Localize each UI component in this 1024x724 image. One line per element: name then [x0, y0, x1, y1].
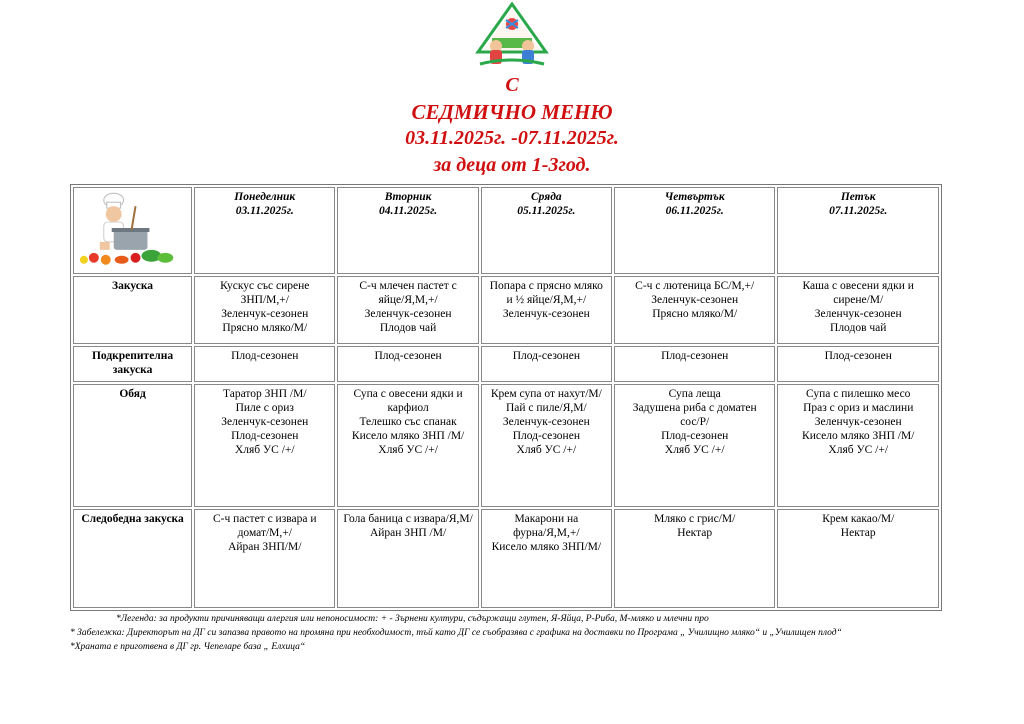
- day-date: 05.11.2025г.: [517, 205, 576, 217]
- menu-item: Плод-сезонен: [231, 430, 299, 443]
- menu-item: Задушена риба с доматен: [632, 402, 757, 415]
- day-date: 06.11.2025г.: [665, 205, 724, 217]
- menu-item: Праз с ориз и маслини: [803, 402, 914, 415]
- menu-item: С-ч пастет с извара и: [213, 512, 317, 525]
- menu-cell: [337, 346, 478, 382]
- menu-item: сос/Р/: [680, 416, 710, 429]
- menu-cell: [614, 276, 776, 344]
- menu-item: Зеленчук-сезонен: [502, 307, 590, 320]
- menu-cell: [614, 346, 776, 382]
- menu-item: Зеленчук-сезонен: [502, 416, 590, 429]
- header-letter: С: [505, 74, 519, 96]
- chef-baby-icon: [74, 190, 191, 270]
- menu-item: Айран ЗНП /М/: [369, 526, 447, 539]
- day-name: Сряда: [531, 191, 562, 203]
- menu-item: Крем какао/М/: [822, 512, 895, 525]
- menu-item: Зеленчук-сезонен: [364, 307, 452, 320]
- menu-item: Кисело мляко ЗНП /М/: [351, 430, 465, 443]
- menu-item: Макарони на: [514, 512, 579, 525]
- menu-cell: [337, 384, 478, 506]
- menu-item: Прясно мляко/М/: [222, 321, 308, 334]
- menu-item: Таратор ЗНП /М/: [223, 388, 307, 401]
- menu-item: Плод-сезонен: [824, 350, 892, 363]
- menu-item: Кускус със сирене: [220, 279, 310, 292]
- menu-cell: [777, 384, 939, 506]
- menu-item: яйце/Я,М,+/: [378, 293, 438, 306]
- menu-item: Каша с овесени ядки и: [802, 279, 914, 292]
- remark-note: * Забележка: Директорът на ДГ си запазва правото на промяна при необходимост, тъй като ДГ се съобразява с графика на доставки по Програма „ Училищно мляко“ и „Училищен плод“: [70, 628, 842, 638]
- day-name: Понеделник: [234, 191, 296, 203]
- menu-item: Нектар: [677, 526, 713, 539]
- weekly-menu-table: [70, 184, 942, 611]
- kindergarten-logo-icon: [474, 2, 550, 70]
- menu-item: Зеленчук-сезонен: [814, 307, 902, 320]
- menu-item: и ½ яйце/Я,М,+/: [506, 293, 587, 306]
- menu-item: домат/М,+/: [237, 526, 292, 539]
- menu-cell: [337, 276, 478, 344]
- menu-item: Плод-сезонен: [231, 350, 299, 363]
- menu-item: Плодов чай: [830, 321, 887, 334]
- menu-item: Прясно мляко/М/: [652, 307, 738, 320]
- menu-cell: [337, 509, 478, 608]
- menu-cell: [481, 384, 612, 506]
- menu-item: Плодов чай: [379, 321, 437, 334]
- day-header-monday: [194, 187, 335, 274]
- menu-item: Нектар: [840, 526, 876, 539]
- day-name: Четвъртък: [664, 191, 725, 203]
- menu-cell: [777, 509, 939, 608]
- menu-item: Плод-сезонен: [661, 430, 729, 443]
- menu-cell: [777, 346, 939, 382]
- day-name: Петък: [840, 191, 876, 203]
- meal-row-lunch: [73, 384, 939, 506]
- meal-label: Закуска: [73, 276, 192, 344]
- menu-item: карфиол: [387, 402, 429, 415]
- day-date: 04.11.2025г.: [379, 205, 438, 217]
- menu-item: Кисело мляко ЗНП/М/: [491, 540, 602, 553]
- menu-item: фурна/Я,М,+/: [513, 526, 580, 539]
- menu-item: Хляб УС /+/: [378, 444, 438, 457]
- footnotes: [70, 612, 1010, 654]
- menu-item: Хляб УС /+/: [664, 444, 725, 457]
- menu-item: Попара с прясно мляко: [489, 279, 603, 292]
- menu-item: Мляко с грис/М/: [654, 512, 736, 525]
- menu-cell: [614, 384, 776, 506]
- menu-item: С-ч млечен пастет с: [359, 279, 457, 292]
- menu-cell: [194, 509, 335, 608]
- chef-image-cell: [73, 187, 192, 274]
- menu-item: Хляб УС /+/: [234, 444, 295, 457]
- meal-label: Подкрепителна закуска: [73, 346, 192, 382]
- menu-cell: [194, 276, 335, 344]
- menu-cell: [777, 276, 939, 344]
- menu-item: Пиле с ориз: [235, 402, 294, 415]
- menu-cell: [194, 346, 335, 382]
- menu-item: Плод-сезонен: [661, 350, 729, 363]
- menu-item: ЗНП/М,+/: [240, 293, 289, 306]
- menu-item: Пай с пиле/Я,М/: [505, 402, 587, 415]
- day-header-thursday: [614, 187, 776, 274]
- menu-item: Телешко със спанак: [359, 416, 457, 429]
- day-header-tuesday: [337, 187, 478, 274]
- menu-cell: [194, 384, 335, 506]
- meal-label: Обяд: [73, 384, 192, 506]
- meal-row-afternoon-snack: [73, 509, 939, 608]
- menu-dates: 03.11.2025г. -07.11.2025г.: [405, 127, 619, 149]
- menu-item: Супа с пилешко месо: [806, 388, 911, 401]
- menu-item: Супа с овесени ядки и: [353, 388, 463, 401]
- legend-note: *Легенда: за продукти причиняващи алергия или непоносимост: + - Зърнени култури, съдържащи глутен, Я-Яйца, Р-Риба, М-мляко и млечни про: [116, 614, 709, 624]
- menu-item: Супа леща: [668, 388, 721, 401]
- meal-label: Следобедна закуска: [73, 509, 192, 608]
- menu-item: Зеленчук-сезонен: [651, 293, 739, 306]
- page-title: СЕДМИЧНО МЕНЮ: [411, 100, 613, 124]
- menu-item: С-ч с лютеница БС/М,+/: [635, 279, 755, 292]
- menu-item: Плод-сезонен: [512, 430, 580, 443]
- menu-item: Гола баница с извара/Я,М/: [343, 512, 473, 525]
- menu-item: Плод-сезонен: [512, 350, 580, 363]
- menu-cell: [614, 509, 776, 608]
- menu-item: Зеленчук-сезонен: [221, 307, 309, 320]
- meal-row-breakfast: [73, 276, 939, 344]
- menu-cell: [481, 509, 612, 608]
- menu-item: Кисело мляко ЗНП /М/: [802, 430, 915, 443]
- menu-item: Зеленчук-сезонен: [221, 416, 309, 429]
- menu-item: Зеленчук-сезонен: [814, 416, 902, 429]
- day-header-wednesday: [481, 187, 612, 274]
- day-name: Вторник: [384, 191, 432, 203]
- menu-item: Крем супа от нахут/М/: [490, 388, 602, 401]
- menu-item: сирене/М/: [833, 293, 884, 306]
- table-header-row: [73, 187, 939, 274]
- menu-item: Плод-сезонен: [374, 350, 442, 363]
- menu-audience: за деца от 1-3год.: [433, 154, 591, 176]
- menu-cell: [481, 346, 612, 382]
- menu-item: Айран ЗНП/М/: [228, 540, 302, 553]
- menu-item: Хляб УС /+/: [828, 444, 889, 457]
- meal-row-snack: [73, 346, 939, 382]
- day-header-friday: [777, 187, 939, 274]
- day-date: 07.11.2025г.: [829, 205, 888, 217]
- menu-item: Хляб УС /+/: [516, 444, 577, 457]
- menu-cell: [481, 276, 612, 344]
- day-date: 03.11.2025г.: [235, 205, 294, 217]
- prepared-note: *Храната е приготвена в ДГ гр. Чепеларе база „ Елхица“: [70, 642, 306, 652]
